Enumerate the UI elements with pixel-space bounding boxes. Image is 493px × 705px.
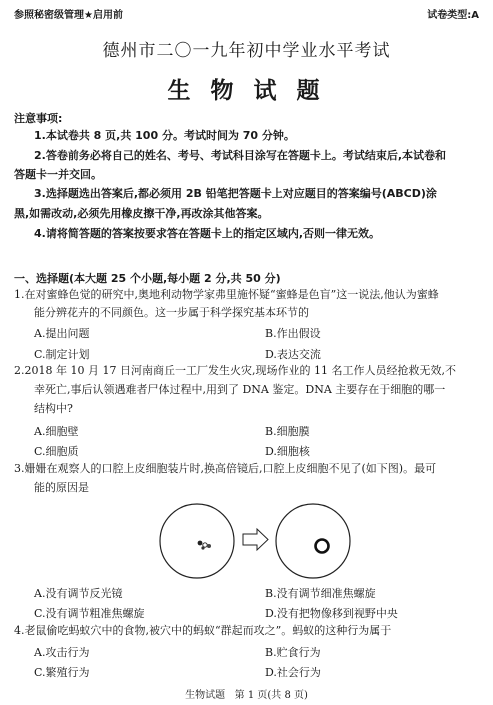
paper-type-label: 试卷类型:A — [427, 10, 479, 21]
option-b: B.没有调节细准焦螺旋 — [265, 587, 376, 600]
notice-item: 1.本试卷共 8 页,共 100 分。考试时间为 70 分钟。 — [34, 129, 295, 142]
option-b: B.贮食行为 — [265, 646, 321, 659]
question-text: 能分辨花卉的不同颜色。这一步属于科学探究基本环节的 — [34, 306, 309, 319]
option-b: B.作出假设 — [265, 327, 321, 340]
option-a: A.提出问题 — [34, 327, 90, 340]
magnified-cell-ring — [316, 540, 329, 553]
notice-heading: 注意事项: — [14, 112, 63, 125]
notice-item: 3.选择题选出答案后,都必须用 2B 铅笔把答题卡上对应题目的答案编号(ABCD)涂 — [34, 187, 437, 200]
option-d: D.没有把物像移到视野中央 — [265, 607, 398, 620]
high-power-field-circle — [276, 504, 350, 578]
option-a: A.没有调节反光镜 — [34, 587, 123, 600]
confidentiality-label: 参照秘密级管理★启用前 — [14, 10, 123, 21]
option-c: C.没有调节粗准焦螺旋 — [34, 607, 145, 620]
option-c: C.制定计划 — [34, 348, 90, 361]
notice-item: 4.请将简答题的答案按要求答在答题卡上的指定区域内,否则一律无效。 — [34, 227, 381, 240]
question-text: 能的原因是 — [34, 481, 89, 494]
option-d: D.社会行为 — [265, 666, 321, 679]
option-c: C.细胞质 — [34, 445, 79, 458]
question-text: 结构中? — [34, 402, 73, 415]
arrow-right-icon — [243, 529, 268, 550]
cell-cluster-small — [198, 541, 211, 550]
notice-item: 2.答卷前务必将自己的姓名、考号、考试科目涂写在答题卡上。考试结束后,本试卷和 — [34, 149, 447, 162]
notice-item: 答题卡一并交回。 — [14, 168, 102, 181]
option-d: D.表达交流 — [265, 348, 321, 361]
notice-item: 黑,如需改动,必须先用橡皮擦干净,再改涂其他答案。 — [14, 207, 269, 220]
option-d: D.细胞核 — [265, 445, 310, 458]
low-power-field-circle — [160, 504, 234, 578]
page-footer: 生物试题 第 1 页(共 8 页) — [185, 690, 308, 701]
option-a: A.攻击行为 — [34, 646, 90, 659]
exam-title: 德州市二〇一九年初中学业水平考试 — [102, 41, 391, 61]
section-heading: 一、选择题(本大题 25 个小题,每小题 2 分,共 50 分) — [14, 272, 281, 285]
question-text: 1.在对蜜蜂色觉的研究中,奥地利动物学家弗里施怀疑“蜜蜂是色盲”这一说法,他认为蜜蜂 — [14, 288, 439, 301]
question-text: 3.姗姗在观察人的口腔上皮细胞装片时,换高倍镜后,口腔上皮细胞不见了(如下图)。最可 — [14, 462, 437, 475]
option-c: C.繁殖行为 — [34, 666, 90, 679]
microscope-view-figure — [150, 501, 370, 581]
question-text: 幸死亡,事后认领遇难者尸体过程中,用到了 DNA 鉴定。DNA 主要存在于细胞的哪一 — [34, 383, 446, 396]
question-text: 4.老鼠偷吃蚂蚁穴中的食物,被穴中的蚂蚁“群起而攻之”。蚂蚁的这种行为属于 — [14, 624, 392, 637]
subject-title: 生 物 试 题 — [167, 77, 326, 104]
question-text: 2.2018 年 10 月 17 日河南商丘一工厂发生火灾,现场作业的 11 名工作人员经抢救无效,不 — [14, 364, 456, 377]
option-a: A.细胞壁 — [34, 425, 79, 438]
option-b: B.细胞膜 — [265, 425, 310, 438]
